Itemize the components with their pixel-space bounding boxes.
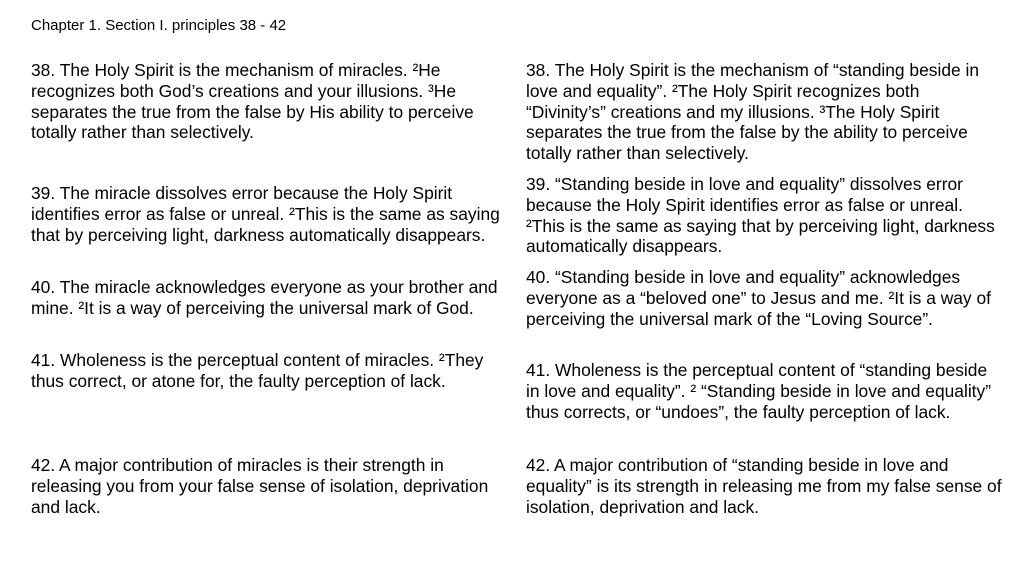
left-principle-39: 39. The miracle dissolves error because the Holy Spirit identifies error as false or unreal. ²This is the same as saying that by perceiving light, darkness automatically disappears. [31,183,500,245]
left-principle-42: 42. A major contribution of miracles is their strength in releasing you from your false sense of isolation, deprivation and lack. [31,455,489,517]
right-principle-39: 39. “Standing beside in love and equality” dissolves error because the Holy Spirit identifies error as false or unreal. ²This is the same as saying that by perceiving light, darkness automatically disappears. [526,174,995,257]
left-principle-41: 41. Wholeness is the perceptual content of miracles. ²They thus correct, or atone for, the faulty perception of lack. [31,350,484,391]
left-principle-38: 38. The Holy Spirit is the mechanism of miracles. ²He recognizes both God’s creations and your illusions. ³He separates the true from the false by His ability to perceive totally rather than selectively. [31,60,474,143]
left-principle-40: 40. The miracle acknowledges everyone as your brother and mine. ²It is a way of perceiving the universal mark of God. [31,277,498,318]
right-principle-38: 38. The Holy Spirit is the mechanism of “standing beside in love and equality”. ²The Holy Spirit recognizes both “Divinity’s” creations and my illusions. ³The Holy Spirit separates the true from the false by the ability to perceive totally rather than selectively. [526,60,980,164]
right-principle-40: 40. “Standing beside in love and equality” acknowledges everyone as a “beloved one” to Jesus and me. ²It is a way of perceiving the universal mark of the “Loving Source”. [526,267,991,329]
slide-title: Chapter 1. Section I. principles 38 - 42 [31,17,287,34]
right-principle-41: 41. Wholeness is the perceptual content of “standing beside in love and equality”. ² “Standing beside in love and equality” thus corrects, or “undoes”, the faulty perception of lack. [526,360,992,422]
right-principle-42: 42. A major contribution of “standing beside in love and equality” is its strength in releasing me from my false sense of isolation, deprivation and lack. [526,455,1002,517]
